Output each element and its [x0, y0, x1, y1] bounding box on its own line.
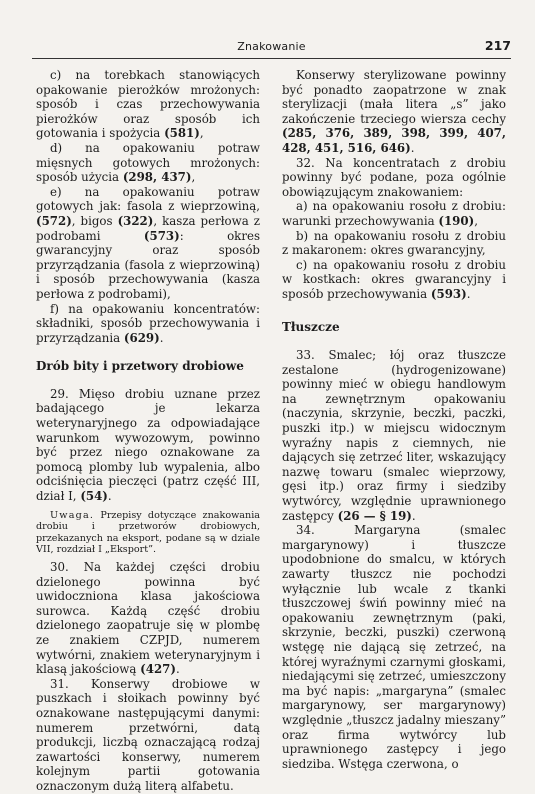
paragraph-33: 33. Smalec; łój oraz tłuszcze zestalone (hydrogenizowane) powinny mieć w obiegu handlowym na zewnętrznym opakowaniu (naczynia, skrzynie, beczki, paczki, puszki itp.) w miejscu widocznym wyraźny napis z ciemnych, nie dających się zetrzeć liter, wskazujący nazwę towaru (smalec wieprzowy, gęsi itp.) oraz firmy i siedziby wytwórcy, względnie uprawnionego zastępcy (26 — § 19).: [282, 348, 506, 523]
item-e-potrawy-gotowe: e) na opakowaniu potraw gotowych jak: fasola z wieprzowiną, (572), bigos (322), kasza perłowa z podrobami (573): okres gwarancyjny oraz sposób przyrządzania (fasola z wieprzowiną) i sposób przechowywania (kasza perłowa z podrobami),: [36, 184, 261, 301]
item-c-pierozki: c) na torebkach stanowiących opakowanie pierożków mrożonych: sposób i czas przechowywania pierożków oraz sposób ich gotowania i spożycia (581),: [36, 68, 260, 141]
paragraph-31: 31. Konserwy drobiowe w puszkach i słoikach powinny być oznakowane następującymi danymi: numerem przetwórni, datą produkcji, liczbą oznaczającą rodzaj zawartości konserwy, numerem kolejnym partii gotowania oznaczonym dużą literą alfabetu.: [36, 676, 260, 793]
note-uwaga: Uwaga. Przepisy dotyczące znakowania drobiu i przetworów drobiowych, przekazanych na eksport, podane są w dziale VII, rozdział I „Eksport”.: [36, 509, 260, 556]
running-title: Znakowanie: [237, 40, 306, 53]
section-title-tluszcze: Tłuszcze: [282, 319, 340, 334]
left-column: [36, 68, 260, 794]
page-number: 217: [484, 38, 511, 53]
item-f-koncentraty: f) na opakowaniu koncentratów: składniki, sposób przechowywania i przyrządzania (629).: [36, 301, 260, 345]
page-header: [32, 38, 511, 59]
paragraph-29: 29. Mięso drobiu uznane przez badającego je lekarza weterynaryjnego za odpowiadające warunkom wywozowym, powinno być przez niego oznakowane za pomocą plomby lub wypalenia, albo odciśnięcia pieczęci (patrz część III, dział I, (54).: [36, 386, 260, 504]
paragraph-30: 30. Na każdej części drobiu dzielonego powinna być uwidoczniona klasa jakościowa surowca. Każdą część drobiu dzielonego zaopatruje się w plombę ze znakiem CZPJD, numerem wytwórni, znakiem weterynaryjnym i klasą jakościową (427).: [36, 560, 260, 677]
paragraph-konserwy-sterylizowane: Konserwy sterylizowane powinny być ponadto zaopatrzone w znak sterylizacji (mała litera „s” jako zakończenie trzeciego wiersza cechy (285, 376, 389, 398, 399, 407, 428, 451, 516, 646).: [282, 68, 506, 155]
item-a-rosol: a) na opakowaniu rosołu z drobiu: warunki przechowywania (190),: [282, 199, 506, 228]
paragraph-32: 32. Na koncentratach z drobiu powinny być podane, poza ogólnie obowiązującym znakowaniem:: [282, 155, 506, 199]
section-title-drob: Drób bity i przetwory drobiowe: [36, 359, 244, 374]
item-b-rosol-makaron: b) na opakowaniu rosołu z drobiu z makaronem: okres gwarancyjny,: [282, 228, 506, 258]
right-column: [282, 68, 506, 771]
item-d-potrawy-miesne: d) na opakowaniu potraw mięsnych gotowych mrożonych: sposób użycia (298, 437),: [36, 140, 260, 185]
paragraph-34: 34. Margaryna (smalec margarynowy) i tłuszcze upodobnione do smalcu, w których zawarty tłuszcz nie pochodzi wyłącznie lub wcale z tkanki tłuszczowej świń powinny mieć na opakowaniu zewnętrznym (paki, skrzynie, beczki, puszki) czerwoną wstęgę nie dającą się zetrzeć, na której wyraźnymi czarnymi głoskami, niedającymi się zetrzeć, umieszczony ma być napis: „margaryna” (smalec margarynowy, ser margarynowy) względnie „tłuszcz jadalny mieszany” oraz firma wytwórcy lub uprawnionego zastępcy i jego siedziba. Wstęga czerwona, o: [282, 523, 506, 771]
item-c-rosol-kostki: c) na opakowaniu rosołu z drobiu w kostkach: okres gwarancyjny i sposób przechowywania (593).: [282, 257, 506, 301]
